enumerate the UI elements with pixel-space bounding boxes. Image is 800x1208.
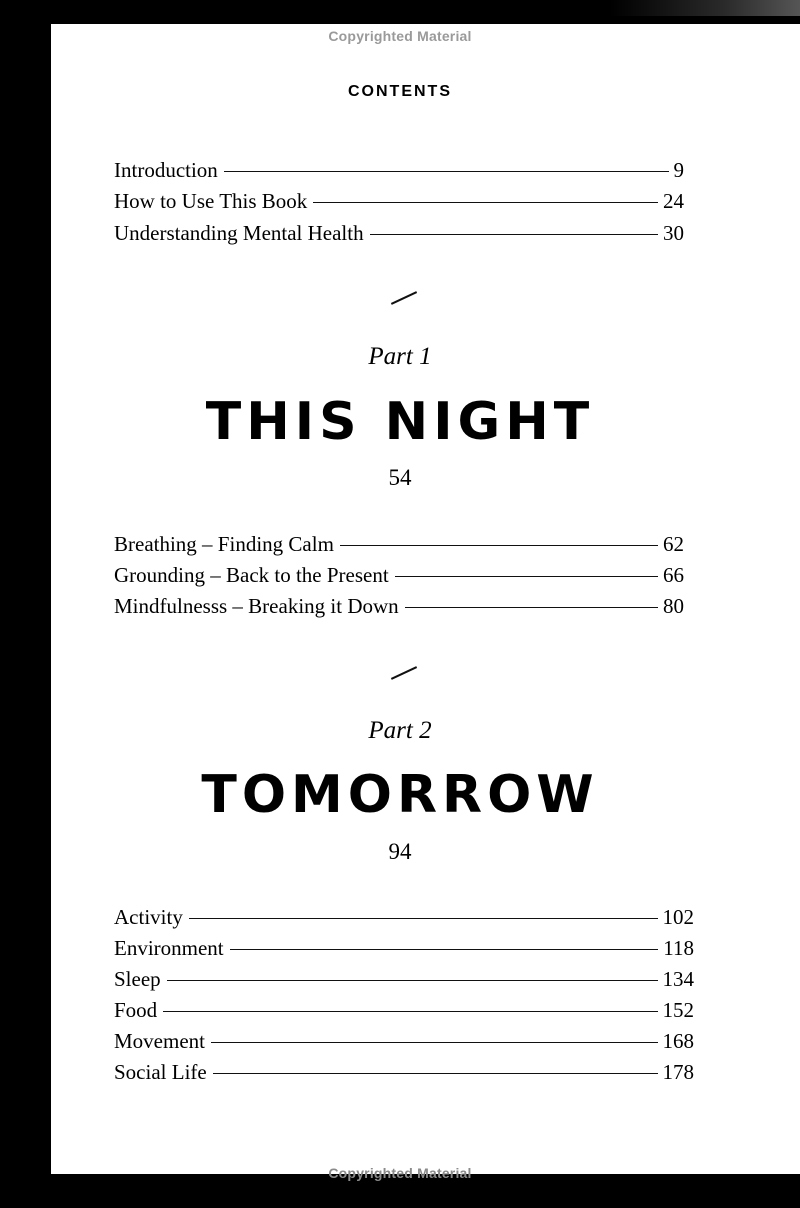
dot-leader	[189, 918, 658, 919]
toc-entry-page: 152	[662, 998, 694, 1022]
toc-entry-page: 62	[663, 532, 684, 556]
toc-entry-label: Activity	[114, 905, 183, 929]
toc-entry	[114, 935, 694, 961]
part-page-number: 94	[388, 839, 412, 864]
toc-entry	[114, 220, 684, 246]
part-label: Part 1	[368, 343, 432, 370]
watermark-bottom: Copyrighted Material	[328, 1165, 472, 1181]
dot-leader	[395, 576, 658, 577]
toc-entry	[114, 904, 694, 930]
toc-entry	[114, 593, 684, 619]
scan-edge	[610, 0, 800, 16]
toc-entry-page: 118	[663, 936, 694, 960]
dot-leader	[224, 171, 669, 172]
dot-leader	[230, 949, 659, 950]
toc-entry-label: Movement	[114, 1029, 205, 1053]
dot-leader	[167, 980, 658, 981]
toc-entry-label: Food	[114, 998, 158, 1022]
toc-entry	[114, 966, 694, 992]
toc-entry-page: 30	[663, 221, 684, 245]
toc-entry	[114, 1028, 694, 1054]
toc-entry-page: 134	[662, 967, 694, 991]
toc-entry-label: Environment	[114, 936, 224, 960]
dot-leader	[370, 234, 658, 235]
toc-entry-label: Sleep	[114, 967, 161, 991]
part-page-number: 54	[388, 465, 412, 490]
toc-entry-label: Social Life	[114, 1060, 207, 1084]
toc-entry-label: Mindfulnesss – Breaking it Down	[114, 594, 399, 618]
dot-leader	[405, 607, 658, 608]
dot-leader	[163, 1011, 657, 1012]
dot-leader	[313, 202, 658, 203]
dot-leader	[340, 545, 658, 546]
toc-entry	[114, 562, 684, 588]
toc-entry-page: 66	[663, 563, 684, 587]
toc-entry-label: Breathing – Finding Calm	[114, 532, 334, 556]
toc-entry-label: Grounding – Back to the Present	[114, 563, 389, 587]
part-label: Part 2	[368, 717, 432, 744]
watermark-top: Copyrighted Material	[328, 28, 472, 44]
toc-entry	[114, 1059, 694, 1085]
dot-leader	[213, 1073, 658, 1074]
toc-entry-page: 9	[673, 158, 684, 182]
contents-heading: CONTENTS	[348, 83, 452, 100]
toc-entry-page: 168	[662, 1029, 694, 1053]
toc-entry-label: Introduction	[114, 158, 218, 182]
toc-entry	[114, 157, 684, 183]
toc-entry-label: How to Use This Book	[114, 189, 308, 213]
toc-entry-page: 24	[663, 189, 684, 213]
toc-entry	[114, 531, 684, 557]
part-title: THIS NIGHT	[205, 392, 595, 452]
toc-entry-page: 80	[663, 594, 684, 618]
toc-entry-page: 178	[662, 1060, 694, 1084]
toc-entry-page: 102	[662, 905, 694, 929]
dot-leader	[211, 1042, 658, 1043]
toc-entry	[114, 188, 684, 214]
part-title: TOMORROW	[201, 765, 599, 825]
toc-entry	[114, 997, 694, 1023]
toc-entry-label: Understanding Mental Health	[114, 221, 364, 245]
